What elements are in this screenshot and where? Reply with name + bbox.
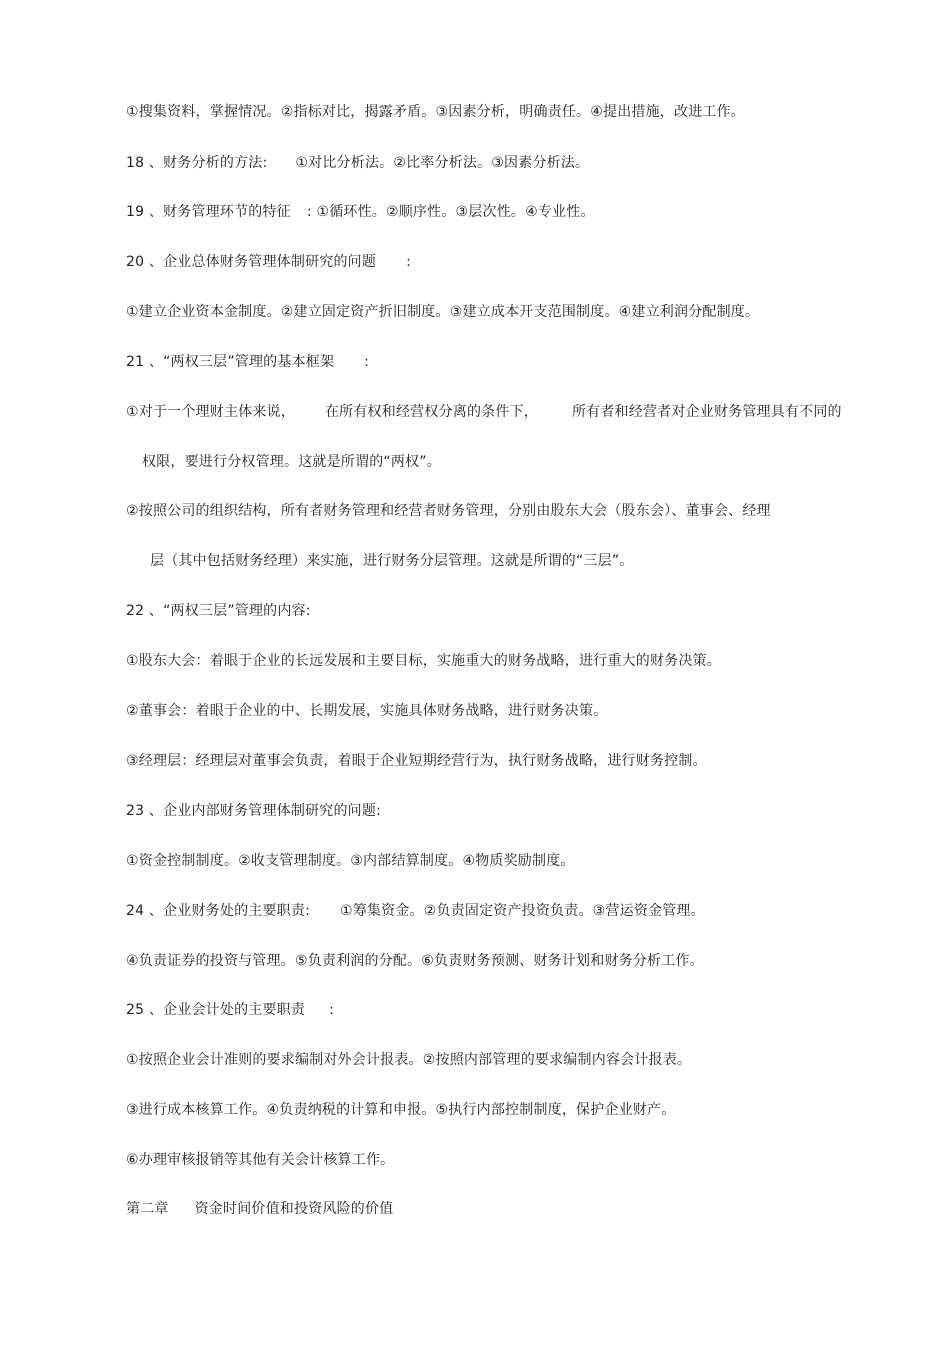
item-21-point-2: ②按照公司的组织结构，所有者财务管理和经营者财务管理，分别由股东大会（股东会）、董事会、经理 <box>126 503 771 519</box>
paragraph-analysis-steps: ①搜集资料，掌握情况。②指标对比，揭露矛盾。③因素分析，明确责任。④提出措施，改进工作。 <box>126 104 746 120</box>
item-21-heading: 21 、“两权三层”管理的基本框架 <box>126 354 335 370</box>
item-23-heading: 23 、企业内部财务管理体制研究的问题: <box>126 803 381 819</box>
item-24-content: ①筹集资金。②负责固定资产投资负责。③营运资金管理。 <box>339 903 705 919</box>
item-21-point-1-part-c: 所有者和经营者对企业财务管理具有不同的 <box>571 404 842 420</box>
item-22-point-1: ①股东大会：着眼于企业的长远发展和主要目标，实施重大的财务战略，进行重大的财务决策。 <box>126 653 721 669</box>
item-22-heading: 22 、“两权三层”管理的内容: <box>126 603 311 619</box>
item-19-content: : ①循环性。②顺序性。③层次性。④专业性。 <box>306 204 595 220</box>
item-21 <box>126 352 369 372</box>
item-24-continuation: ④负责证券的投资与管理。⑤负责利润的分配。⑥负责财务预测、财务计划和财务分析工作。 <box>126 953 704 969</box>
item-19 <box>126 202 595 222</box>
chapter-heading <box>126 1199 393 1219</box>
chapter-title: 资金时间价值和投资风险的价值 <box>194 1201 394 1217</box>
item-25-colon: : <box>329 1002 334 1018</box>
item-21-colon: : <box>364 354 370 370</box>
item-21-point-2-continuation: 层（其中包括财务经理）来实施，进行财务分层管理。这就是所谓的“三层”。 <box>150 553 634 569</box>
item-24 <box>126 901 705 921</box>
item-22-point-3: ③经理层：经理层对董事会负责，着眼于企业短期经营行为，执行财务战略，进行财务控制。 <box>126 753 707 769</box>
item-18-heading: 18 、财务分析的方法: <box>126 155 268 171</box>
item-25-line-2: ③进行成本核算工作。④负责纳税的计算和申报。⑤执行内部控制制度，保护企业财产。 <box>126 1102 676 1118</box>
item-25-line-1: ①按照企业会计准则的要求编制对外会计报表。②按照内部管理的要求编制内容会计报表。 <box>126 1052 692 1068</box>
item-20-heading: 20 、企业总体财务管理体制研究的问题 <box>126 254 377 270</box>
item-21-point-1-part-a: ①对于一个理财主体来说， <box>126 404 295 420</box>
item-25 <box>126 1000 334 1020</box>
item-22-point-2: ②董事会：着眼于企业的中、长期发展，实施具体财务战略，进行财务决策。 <box>126 703 608 719</box>
item-23-content: ①资金控制制度。②收支管理制度。③内部结算制度。④物质奖励制度。 <box>126 853 575 869</box>
item-21-point-1-part-b: 在所有权和经营权分离的条件下， <box>324 404 538 420</box>
item-24-heading: 24 、企业财务处的主要职责: <box>126 903 310 919</box>
item-20 <box>126 252 411 272</box>
item-18-content: ①对比分析法。②比率分析法。③因素分析法。 <box>295 155 590 171</box>
item-21-point-1-continuation: 权限，要进行分权管理。这就是所谓的“两权”。 <box>142 454 441 470</box>
item-21-point-1 <box>126 402 842 422</box>
item-25-line-3: ⑥办理审核报销等其他有关会计核算工作。 <box>126 1152 395 1168</box>
item-20-content: ①建立企业资本金制度。②建立固定资产折旧制度。③建立成本开支范围制度。④建立利润分配制度。 <box>126 304 760 320</box>
item-18 <box>126 153 589 173</box>
chapter-number: 第二章 <box>126 1201 169 1217</box>
item-25-heading: 25 、企业会计处的主要职责 <box>126 1002 306 1018</box>
item-20-colon: : <box>406 254 411 270</box>
item-19-heading: 19 、财务管理环节的特征 <box>126 204 291 220</box>
